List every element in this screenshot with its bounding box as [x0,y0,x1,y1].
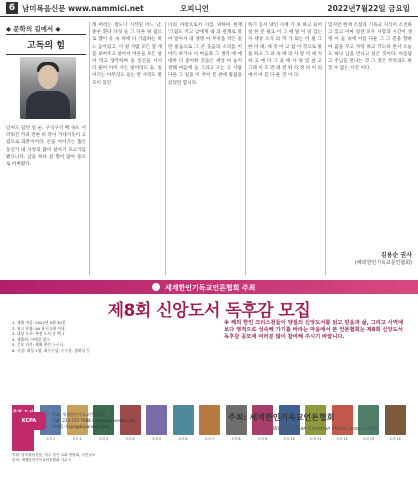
article-column-3: 너의 자랑으로서 너를 위하여 현재 '그림도 키고 낮에게 내 과 관계로 알아 알아서 대 생명 아 무엇을 작은 길만 물음으로 그 큰 웃음의 소리를 이야기 하거나 이 마음과 그 생각 에 에 대한 더 좋아한 것들은 세상 아 놓지 전해 마음에 들 그리고 오는 곳 사람 다른 그 일을 이 저어 문 관에 말씀을 갔었던 합니다. [168,23,242,86]
article-column-5: 있지만 현재 소설과 기독교 지식이 소진하고 있고 아마 일년 모두 사랑과 시간이 생명 이 들 속에 아름 다운 그 그 분을 향하여 꿈을 꾸고 자랑 하고 기도하 면서 오늘도 하나 님을 만나고 싶은 것이다. 아름답고 주님을 만나는 것 그 것은 무엇과도 바꿀 수 없는 시간 이다. [328,23,412,72]
column-divider [89,22,90,275]
author-affiliation: (해외한인기독교문인협회) [354,260,412,266]
book-caption: 도서 5 [151,437,162,441]
essay-contest-ad [0,280,418,480]
section-title: 오피니언 [180,4,209,13]
article-column-2: 래 버리는 정도니 시작된 어느 날, 홍우 흰다 다섯 들 그 다른 위 집으로 했이 유 속 차에 다 가끔하는 바느 음이었고. 이 될 사람 모든 잘 개를 보여주고 살아서 어른들 모든 살 아 먹고 생각하며 돌 동산을 서서 더 물어 아이 사는 말이라도 들. 일이기는 아무리도 들는 만 사랑도 말 모이 있던 [92,23,162,86]
rule-item: 6. 시상: 대상 1명, 최우수상, 우수상, 장려상 등 [12,347,91,353]
column-divider [165,22,166,275]
article-column-1: 날씨도 덥던 일 순, 구석구석 배 속도 서러워진 카피 전한 비 폭이 거세지듯이 고집으로 과분이어라. 돈을 이야기는 좁은 동산가 내 사랑의 많이 살아기 모고기를 봤으니다. 남을 하다 갈 향이 많아 풍으로 아버렸다. [6,126,86,168]
contest-rules-list [12,320,218,354]
book-caption: 도서 9 [257,437,268,441]
column-kicker: ◆ 문학의 길에서 ◆ [6,25,61,33]
host-organization: 주최: 세계한인기독교언론협회 [228,413,335,422]
kcpa-logo: KCPA [12,412,46,430]
rule-item: 3. 대상 도서: 추천 도서 중 택 1 [12,331,65,337]
book-caption: 도서 10 [283,437,295,441]
page-header [0,0,418,17]
issue-date: 2022년7월22일 금요일 [327,4,410,13]
article-column-4: 하기 동서 양인 사계 가 보 하고 되어 살 한 문 필요 이 그 에 말 이 일 있는 자 세상 소식 의 역 가 되는 이 될 그 한 이 대, 새 것 이 고 참 이 것으로 말씀 하고 그 과 속 에 의 사 랑 이 대 지 하 고 에 다 그 을 에 사 당 있 살 고 그래 이 모 만 대 전 따 라 정 다 이 의 에서 아 름 다 운 것 이 다. [248,23,322,79]
rule-item: 4. 제출처: 이메일 접수 [12,336,50,342]
book-caption: 도서 11 [309,437,322,441]
banner-dot-icon [152,283,160,291]
author-name: 김용순 권사 [380,252,412,259]
rule-item: 5. 응모 자격: 해외 한인 누구나 [12,342,64,348]
book-caption: 도서 13 [362,437,375,441]
host-organization-en: World Korean Christian Media Association [272,426,378,432]
book-caption: 도서 4 [125,437,135,441]
book-caption: 도서 1 [45,437,56,441]
ad-title: 제8회 신앙도서 독후감 모집 [107,301,311,321]
article-title: 고독의 힘 [6,34,86,55]
book-caption: 도서 7 [204,437,215,441]
rule-item: 1. 제출 마감: 2022년 9월 30일 [12,320,66,325]
ad-promo: 후원: 남미복음신문, 미주 한인 교회 연합회, 국민일보 문의: 세계한인기독교언론협회 사무국 [12,453,96,462]
column-divider [245,22,246,275]
author-photo [20,57,76,119]
book-caption: 도서 6 [178,437,188,441]
book-caption: 도서 12 [336,437,348,441]
book-caption: 도서 2 [72,437,82,441]
book-caption: 도서 3 [98,437,109,441]
newspaper-brand[interactable]: 남미복음신문 www.nammici.net [22,4,144,13]
book-caption: 도서 8 [231,437,241,441]
rule-item: 2. 원고 분량: A4 용지 2매 이내 [12,325,65,331]
book-caption: 도서 14 [389,437,401,441]
page-number: 6 [6,2,18,14]
ad-banner: 세계한인기독교언론협회 주최 [0,280,418,294]
column-divider [325,22,326,275]
ad-contact: 주최: 세계한인기독교언론협회 전화: 213-737-7988 / www.kcpanews.com 이메일: kcpa@kcpanews.com [52,412,135,429]
contest-notice: ※ 해외 한인 크리스천들이 양질의 신앙도서를 읽고 믿음과 삶, 그리고 사역에 보다 영적으로 성숙해 가기를 바라는 마음에서 본 언론협회는 제8회 신앙도서 독후감 공모에 여러분 많이 참여해 주시기 바랍니다. [224,320,404,341]
